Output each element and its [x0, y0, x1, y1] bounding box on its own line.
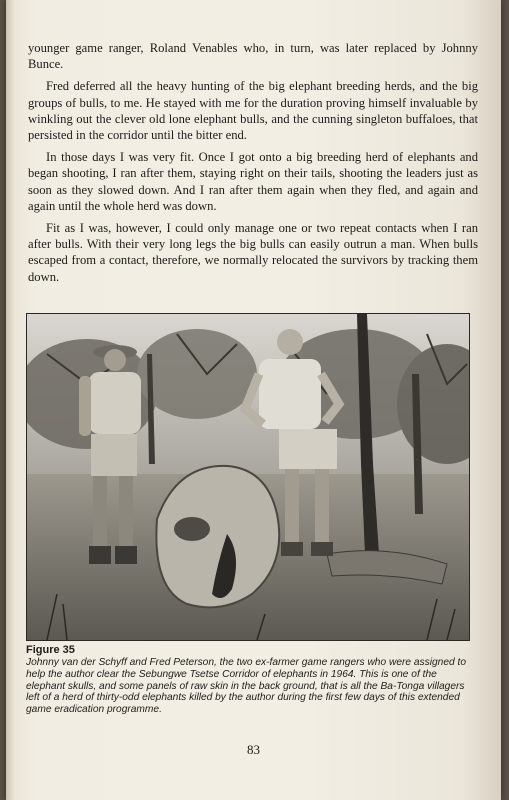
- paragraph-1: younger game ranger, Roland Venables who, in turn, was later replaced by Johnny Bunce.: [28, 41, 478, 72]
- figure-photo: [26, 313, 470, 641]
- paragraph-2: Fred deferred all the heavy hunting of the big elephant breeding herds, and the big groups of bulls, to me. He stayed with me for the duration proving himself invaluable by winkling out the clever old lone elephant bulls, and the cunning singleton buffaloes, that persisted in the corridor until the bitter end.: [28, 79, 478, 143]
- paragraph-4: Fit as I was, however, I could only manage one or two repeat contacts when I ran after bulls. With their very long legs the big bulls can easily outrun a man. When bulls escaped from a contact, therefore, we normally relocated the survivors by tracking them down.: [28, 221, 478, 284]
- figure-label: Figure 35: [26, 644, 75, 656]
- body-text: [28, 40, 478, 291]
- book-page: [6, 0, 501, 800]
- figure-caption: [26, 644, 472, 716]
- page-number: 83: [247, 742, 260, 757]
- page-gutter: [6, 0, 14, 800]
- photo-illustration: [27, 314, 469, 640]
- paragraph-3: In those days I was very fit. Once I got onto a big breeding herd of elephants and began shooting, I ran after them, staying right on their tails, shooting the leaders just as soon as they slowed down. And I ran after them again when they fled, and again and again until the whole herd was down.: [28, 150, 478, 213]
- caption-text: Johnny van der Schyff and Fred Peterson, the two ex-farmer game rangers who were assigned to help the author clear the Sebungwe Tsetse Corridor of elephants in 1964. This is one of the elephant skulls, and some panels of raw skin in the back ground, that is all the Ba-Tonga villagers left of a herd of thirty-odd elephants killed by the author during the first few days of this extended game eradication programme.: [26, 657, 466, 716]
